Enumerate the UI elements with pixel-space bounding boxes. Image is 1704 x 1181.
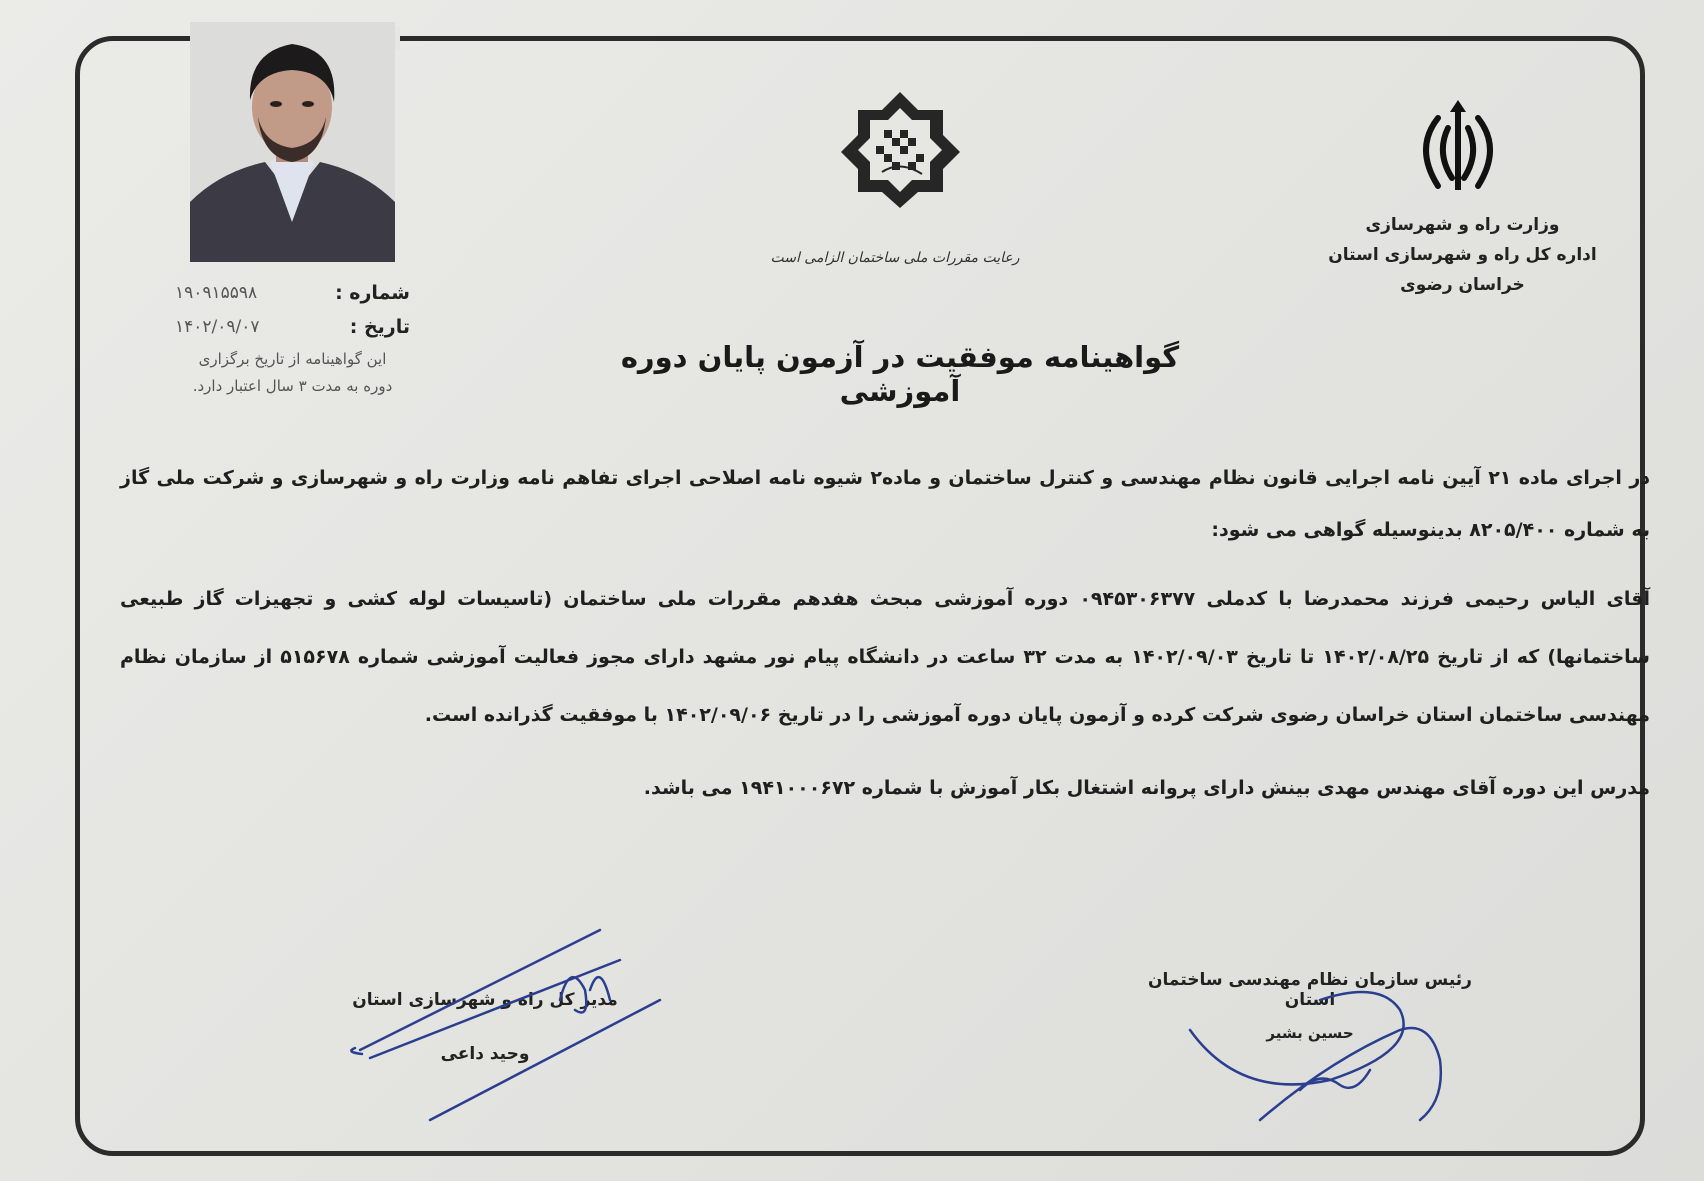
- date-value: ۱۴۰۲/۰۹/۰۷: [175, 317, 260, 337]
- president-name: حسین بشیر: [1266, 1024, 1354, 1042]
- certificate-body: [120, 452, 1650, 814]
- ministry-line-1: وزارت راه و شهرسازی: [1365, 215, 1560, 235]
- number-label: شماره :: [335, 282, 410, 304]
- ministry-line-2: اداره کل راه و شهرسازی استان: [1328, 245, 1597, 265]
- certificate-title: گواهینامه موفقیت در آزمون پایان دوره آموزشی: [620, 340, 1180, 408]
- president-title: رئیس سازمان نظام مهندسی ساختمان استان: [1148, 970, 1472, 1010]
- director-title: مدیر کل راه و شهرسازی استان: [352, 990, 618, 1010]
- portrait-image: [190, 22, 395, 262]
- ministry-heading: [1325, 210, 1600, 300]
- number-value: ۱۹۰۹۱۵۵۹۸: [175, 283, 258, 303]
- certificate-meta: [175, 276, 410, 400]
- holder-photo: [190, 22, 395, 262]
- director-name: وحید داعی: [440, 1044, 530, 1064]
- logo-caption: رعایت مقررات ملی ساختمان الزامی است: [770, 250, 1020, 266]
- validity-line-2: دوره به مدت ۳ سال اعتبار دارد.: [192, 377, 393, 395]
- signature-block-president: [1130, 970, 1490, 1042]
- validity-line-1: این گواهینامه از تاریخ برگزاری: [198, 350, 387, 368]
- ministry-line-3: خراسان رضوی: [1400, 275, 1525, 295]
- date-label: تاریخ :: [349, 316, 410, 338]
- validity-note: [175, 346, 410, 400]
- building-regulations-logo-icon: [838, 90, 963, 210]
- paragraph-instructor: مدرس این دوره آقای مهندس مهدی بینش دارای پروانه اشتغال بکار آموزش با شماره ۱۹۴۱۰۰۰۶۷۲ می باشد.: [643, 777, 1650, 799]
- signature-block-director: [350, 990, 620, 1064]
- paragraph-preamble: در اجرای ماده ۲۱ آیین نامه اجرایی قانون نظام مهندسی و کنترل ساختمان و ماده۲ شیوه نامه اصلاحی اجرای تفاهم نامه وزارت راه و شهرسازی و شرکت ملی گاز به شماره ۸۲۰۵/۴۰۰ بدینوسیله گواهی می شود:: [120, 467, 1651, 541]
- national-emblem-icon: [1408, 98, 1508, 198]
- paragraph-holder-details: آقای الیاس رحیمی فرزند محمدرضا با کدملی ۰۹۴۵۳۰۶۳۷۷ دوره آموزشی مبحث هفدهم مقررات ملی ساختمان (تاسیسات لوله کشی و تجهیزات گاز طبیعی ساختمانها) که از تاریخ ۱۴۰۲/۰۸/۲۵ تا تاریخ ۱۴۰۲/۰۹/۰۳ به مدت ۳۲ ساعت در دانشگاه پیام نور مشهد دارای مجوز فعالیت آموزشی شماره ۵۱۵۶۷۸ از سازمان نظام مهندسی ساختمان استان خراسان رضوی شرکت کرده و آزمون پایان دوره آموزشی را در تاریخ ۱۴۰۲/۰۹/۰۶ با موفقیت گذرانده است.: [120, 588, 1650, 726]
